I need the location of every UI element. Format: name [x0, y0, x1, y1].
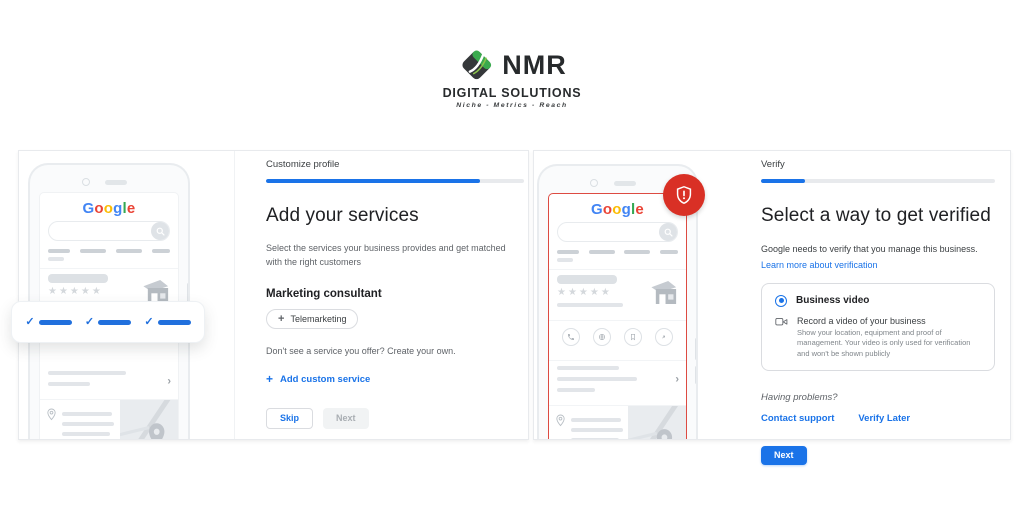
business-video-option — [775, 295, 981, 307]
tab-sub-row — [48, 257, 170, 261]
check-icon: ✓ — [144, 315, 154, 328]
map-thumbnail — [628, 406, 686, 439]
placeholder-bar — [557, 250, 579, 254]
video-camera-icon — [775, 317, 788, 327]
tab-sub-row — [557, 258, 678, 262]
logo-subtitle: DIGITAL SOLUTIONS — [442, 86, 582, 100]
placeholder-bar — [48, 371, 126, 375]
website-globe-icon — [593, 328, 611, 346]
plus-icon: + — [278, 312, 285, 325]
placeholder-bar — [557, 366, 619, 370]
nmr-logo — [443, 46, 582, 109]
method-texts — [797, 316, 981, 361]
rating-stars: ★★★★★ — [48, 286, 103, 297]
google-letter: e — [635, 201, 644, 218]
page-title: Add your services — [266, 205, 419, 226]
business-name-placeholder — [48, 274, 108, 283]
method-row — [775, 316, 981, 361]
progress-bar — [761, 179, 995, 183]
customize-profile-content — [266, 159, 524, 429]
verify-later-link[interactable]: Verify Later — [858, 413, 911, 425]
services-callout-card — [11, 301, 205, 343]
placeholder-bar — [62, 432, 110, 436]
nmr-logo-row — [457, 46, 567, 84]
placeholder-bar — [62, 422, 114, 426]
business-name-placeholder — [557, 275, 617, 284]
custom-service-hint: Don't see a service you offer? Create your own. — [266, 346, 456, 356]
phone-screen-unverified — [548, 193, 687, 439]
map-thumbnail — [120, 400, 178, 439]
progress-fill — [266, 179, 480, 183]
service-chip-telemarketing[interactable] — [266, 309, 358, 329]
add-custom-service-link[interactable] — [266, 372, 524, 386]
google-letter: G — [82, 200, 95, 217]
google-letter: g — [113, 200, 123, 217]
save-bookmark-icon — [624, 328, 642, 346]
google-logo — [40, 201, 178, 216]
service-bar — [158, 320, 191, 325]
rating-stars: ★★★★★ — [557, 287, 612, 298]
check-icon: ✓ — [84, 315, 95, 328]
customize-profile-panel — [18, 150, 529, 440]
placeholder-bar — [571, 438, 619, 439]
placeholder-bar — [571, 428, 623, 432]
location-pin-icon — [555, 414, 566, 427]
search-icon — [151, 222, 169, 240]
details-section — [549, 360, 686, 398]
google-letter: e — [126, 200, 136, 217]
having-problems-label: Having problems? — [761, 392, 838, 404]
placeholder-bar — [557, 388, 595, 392]
google-letter: g — [621, 201, 632, 218]
google-letter: l — [122, 200, 127, 217]
address-bars — [62, 408, 116, 439]
address-lines — [549, 406, 628, 439]
placeholder-bar — [152, 249, 170, 253]
storefront-icon — [644, 274, 680, 309]
verification-option-card — [761, 283, 995, 372]
google-letter: o — [602, 201, 613, 218]
method-description: Show your location, equipment and proof of management. Your video is only used for verification and won't be shown publicly — [797, 327, 971, 359]
verify-panel — [533, 150, 1011, 461]
address-map-section — [40, 399, 178, 439]
action-icons-row — [549, 320, 686, 353]
plus-icon: + — [266, 372, 274, 386]
address-lines — [40, 400, 120, 439]
call-icon — [562, 328, 580, 346]
location-pin-icon — [46, 408, 57, 421]
help-links-row — [761, 413, 995, 424]
next-button-disabled[interactable]: Next — [323, 408, 369, 429]
contact-support-link[interactable]: Contact support — [761, 413, 835, 425]
search-bar-illustration — [557, 222, 678, 242]
business-header-section — [549, 269, 686, 313]
chevron-right-icon: › — [675, 373, 679, 385]
radio-selected[interactable] — [775, 295, 787, 307]
shield-alert-icon — [673, 184, 695, 206]
search-icon — [659, 223, 677, 241]
panel-divider — [234, 151, 235, 439]
next-button[interactable]: Next — [761, 446, 807, 465]
category-title: Marketing consultant — [266, 288, 382, 300]
service-bar — [98, 320, 131, 325]
phone-speaker — [614, 181, 636, 186]
placeholder-bar — [80, 249, 106, 253]
logo-tagline: Niche - Metrics - Reach — [456, 102, 568, 109]
directions-icon — [655, 328, 673, 346]
step-label: Customize profile — [266, 159, 340, 170]
service-chip-label: Telemarketing — [290, 314, 347, 324]
page-title: Select a way to get verified — [761, 205, 991, 226]
option-label: Business video — [796, 295, 870, 306]
service-item — [85, 317, 131, 328]
google-letter: o — [103, 200, 114, 217]
service-item — [144, 317, 190, 328]
google-letter: o — [94, 200, 104, 217]
tabs-placeholder-row — [557, 250, 678, 254]
method-title: Record a video of your business — [797, 315, 926, 326]
add-custom-service-label: Add custom service — [280, 373, 371, 385]
address-map-section — [549, 405, 686, 439]
placeholder-bar — [48, 249, 70, 253]
phone-camera-dot — [82, 178, 90, 186]
verify-content — [761, 159, 995, 465]
placeholder-bar — [116, 249, 142, 253]
page-description: Select the services your business provides and get matched with the right customers — [266, 243, 506, 267]
learn-more-link[interactable]: Learn more about verification — [761, 259, 878, 270]
search-bar-illustration — [48, 221, 170, 241]
skip-button[interactable]: Skip — [266, 408, 313, 429]
unverified-shield-badge — [663, 174, 705, 216]
service-item — [25, 317, 71, 328]
service-bar — [39, 320, 72, 325]
placeholder-bar — [571, 418, 621, 422]
address-bars — [571, 414, 624, 439]
placeholder-bar — [557, 303, 623, 307]
google-letter: o — [612, 201, 622, 218]
google-letter: G — [591, 201, 603, 218]
step-label: Verify — [761, 159, 785, 170]
progress-bar — [266, 179, 524, 183]
check-icon: ✓ — [25, 315, 35, 328]
chevron-right-icon: › — [167, 375, 171, 387]
nmr-logo-icon — [457, 46, 495, 84]
placeholder-bar — [62, 412, 112, 416]
placeholder-bar — [624, 250, 650, 254]
placeholder-bar — [660, 250, 678, 254]
placeholder-bar — [48, 382, 90, 386]
details-section — [40, 371, 178, 392]
button-row — [761, 446, 995, 465]
placeholder-bar — [557, 377, 637, 381]
radio-dot — [779, 298, 784, 303]
placeholder-bar — [557, 258, 573, 262]
phone-side-button — [695, 366, 698, 384]
page-description: Google needs to verify that you manage this business. — [761, 244, 978, 254]
phone-camera-dot — [590, 179, 598, 187]
tabs-placeholder-row — [48, 249, 170, 253]
placeholder-bar — [589, 250, 615, 254]
placeholder-bar — [48, 257, 64, 261]
phone-side-button — [695, 338, 698, 360]
button-row — [266, 408, 524, 429]
logo-name: NMR — [502, 49, 567, 80]
google-letter: l — [631, 201, 636, 218]
progress-fill — [761, 179, 805, 183]
phone-speaker — [105, 180, 127, 185]
